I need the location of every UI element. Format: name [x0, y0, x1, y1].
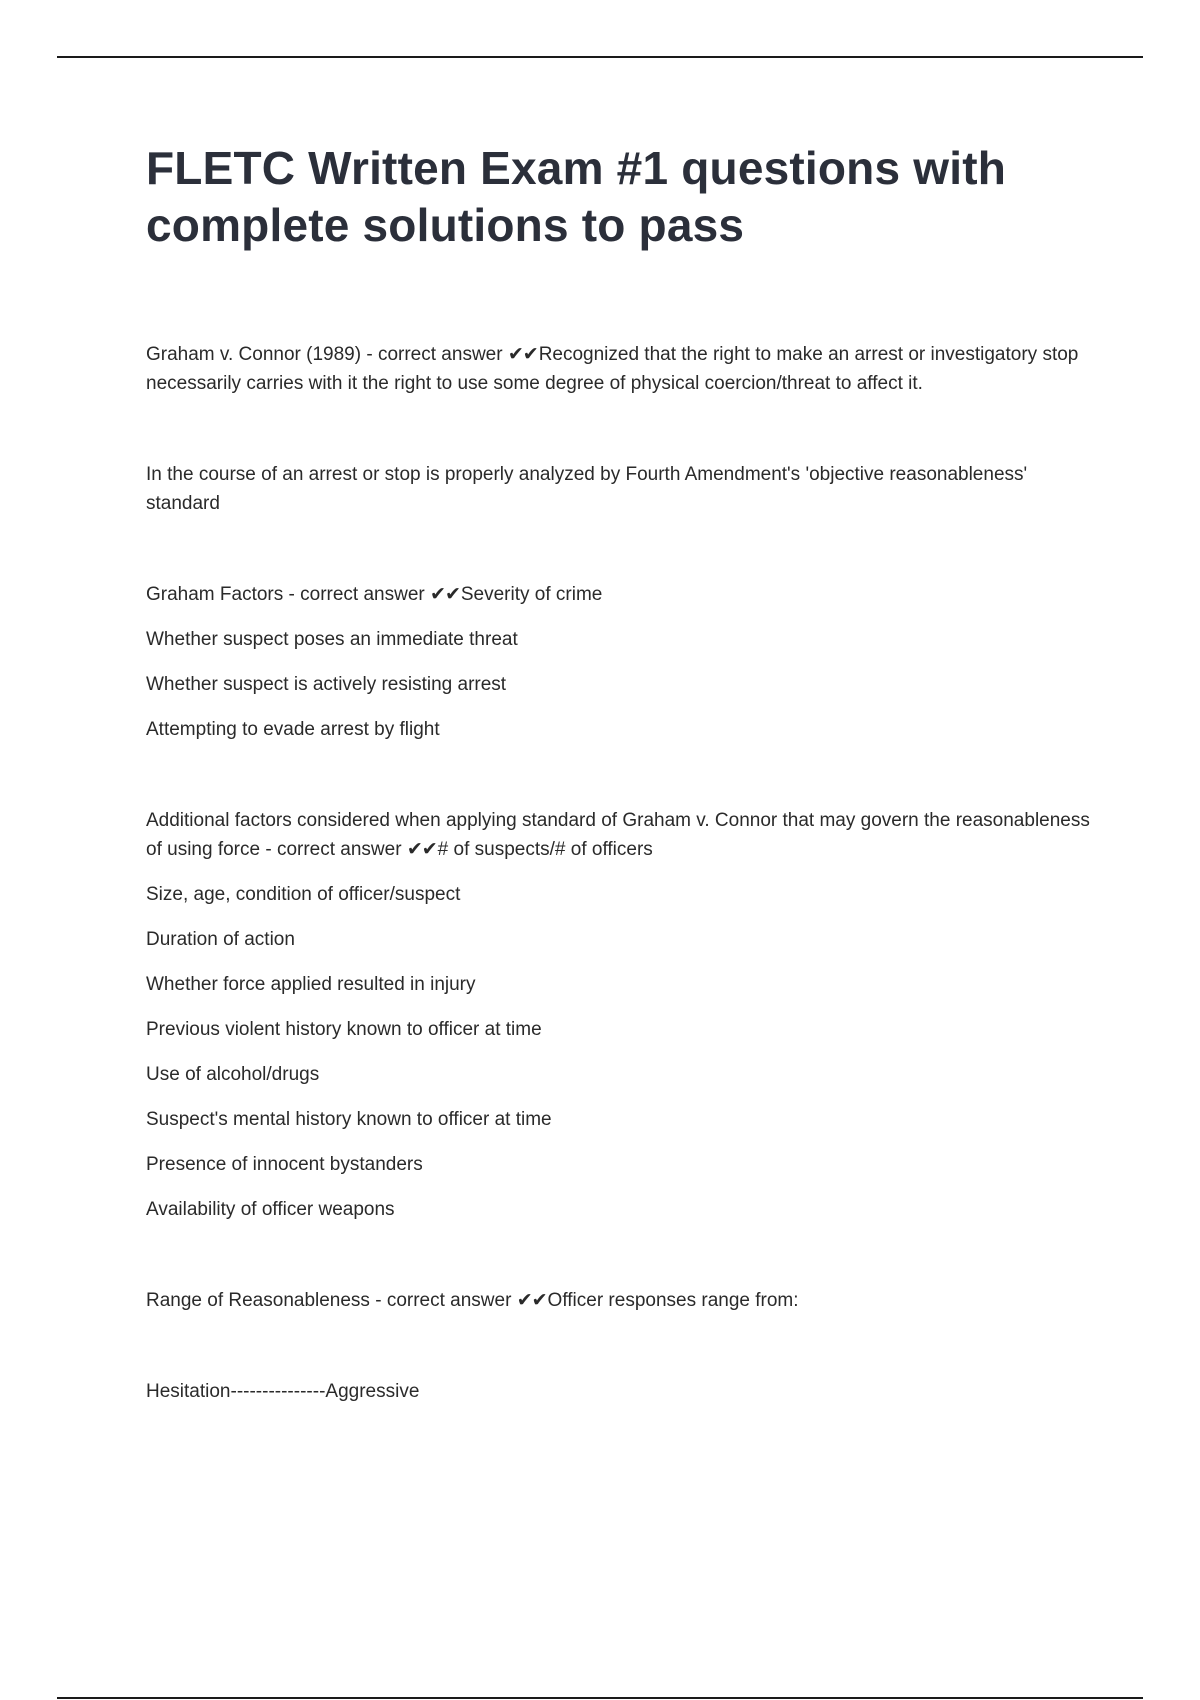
- list-item: Presence of innocent bystanders: [146, 1154, 423, 1175]
- term-text: Graham v. Connor (1989) - correct answer: [146, 344, 508, 365]
- document-body: [146, 140, 1096, 1406]
- list-item: Suspect's mental history known to officer at time: [146, 1109, 552, 1130]
- term-text: Range of Reasonableness - correct answer: [146, 1290, 517, 1311]
- list-item: Use of alcohol/drugs: [146, 1064, 320, 1085]
- check-icon: ✔✔: [507, 344, 538, 365]
- list-item: Whether force applied resulted in injury: [146, 974, 476, 995]
- list-item: Size, age, condition of officer/suspect: [146, 884, 461, 905]
- check-icon: ✔✔: [406, 839, 437, 860]
- list-item: Attempting to evade arrest by flight: [146, 719, 440, 740]
- list-item: Whether suspect is actively resisting arrest: [146, 674, 507, 695]
- answer-text: Recognized that the right to make an arrest or investigatory stop necessarily carries with it the right to use some degree of physical coercion/threat to affect it.: [146, 344, 1079, 394]
- qa-graham-connor: [146, 340, 1096, 398]
- qa-additional-factors: [146, 806, 1096, 864]
- term-text: Additional factors considered when applying standard of Graham v. Connor that may govern the reasonableness of using force - correct answer: [146, 810, 1090, 860]
- qa-graham-factors: [146, 580, 1096, 609]
- answer-text: Severity of crime: [460, 584, 603, 605]
- answer-text: Officer responses range from:: [547, 1290, 799, 1311]
- page-title: FLETC Written Exam #1 questions with complete solutions to pass: [146, 142, 1007, 251]
- list-item: Availability of officer weapons: [146, 1199, 395, 1220]
- bottom-rule: [57, 1697, 1143, 1699]
- qa-range-of-reasonableness: [146, 1286, 1096, 1315]
- top-rule: [57, 56, 1143, 58]
- list-item: Previous violent history known to officer at time: [146, 1019, 542, 1040]
- reasonableness-scale: Hesitation---------------Aggressive: [146, 1381, 420, 1402]
- list-item: Duration of action: [146, 929, 295, 950]
- list-item: Whether suspect poses an immediate threat: [146, 629, 518, 650]
- check-icon: ✔✔: [516, 1290, 547, 1311]
- term-text: Graham Factors - correct answer: [146, 584, 431, 605]
- answer-text: # of suspects/# of officers: [437, 839, 653, 860]
- check-icon: ✔✔: [430, 584, 460, 605]
- paragraph-standard: In the course of an arrest or stop is properly analyzed by Fourth Amendment's 'objective reasonableness' standard: [146, 464, 1028, 514]
